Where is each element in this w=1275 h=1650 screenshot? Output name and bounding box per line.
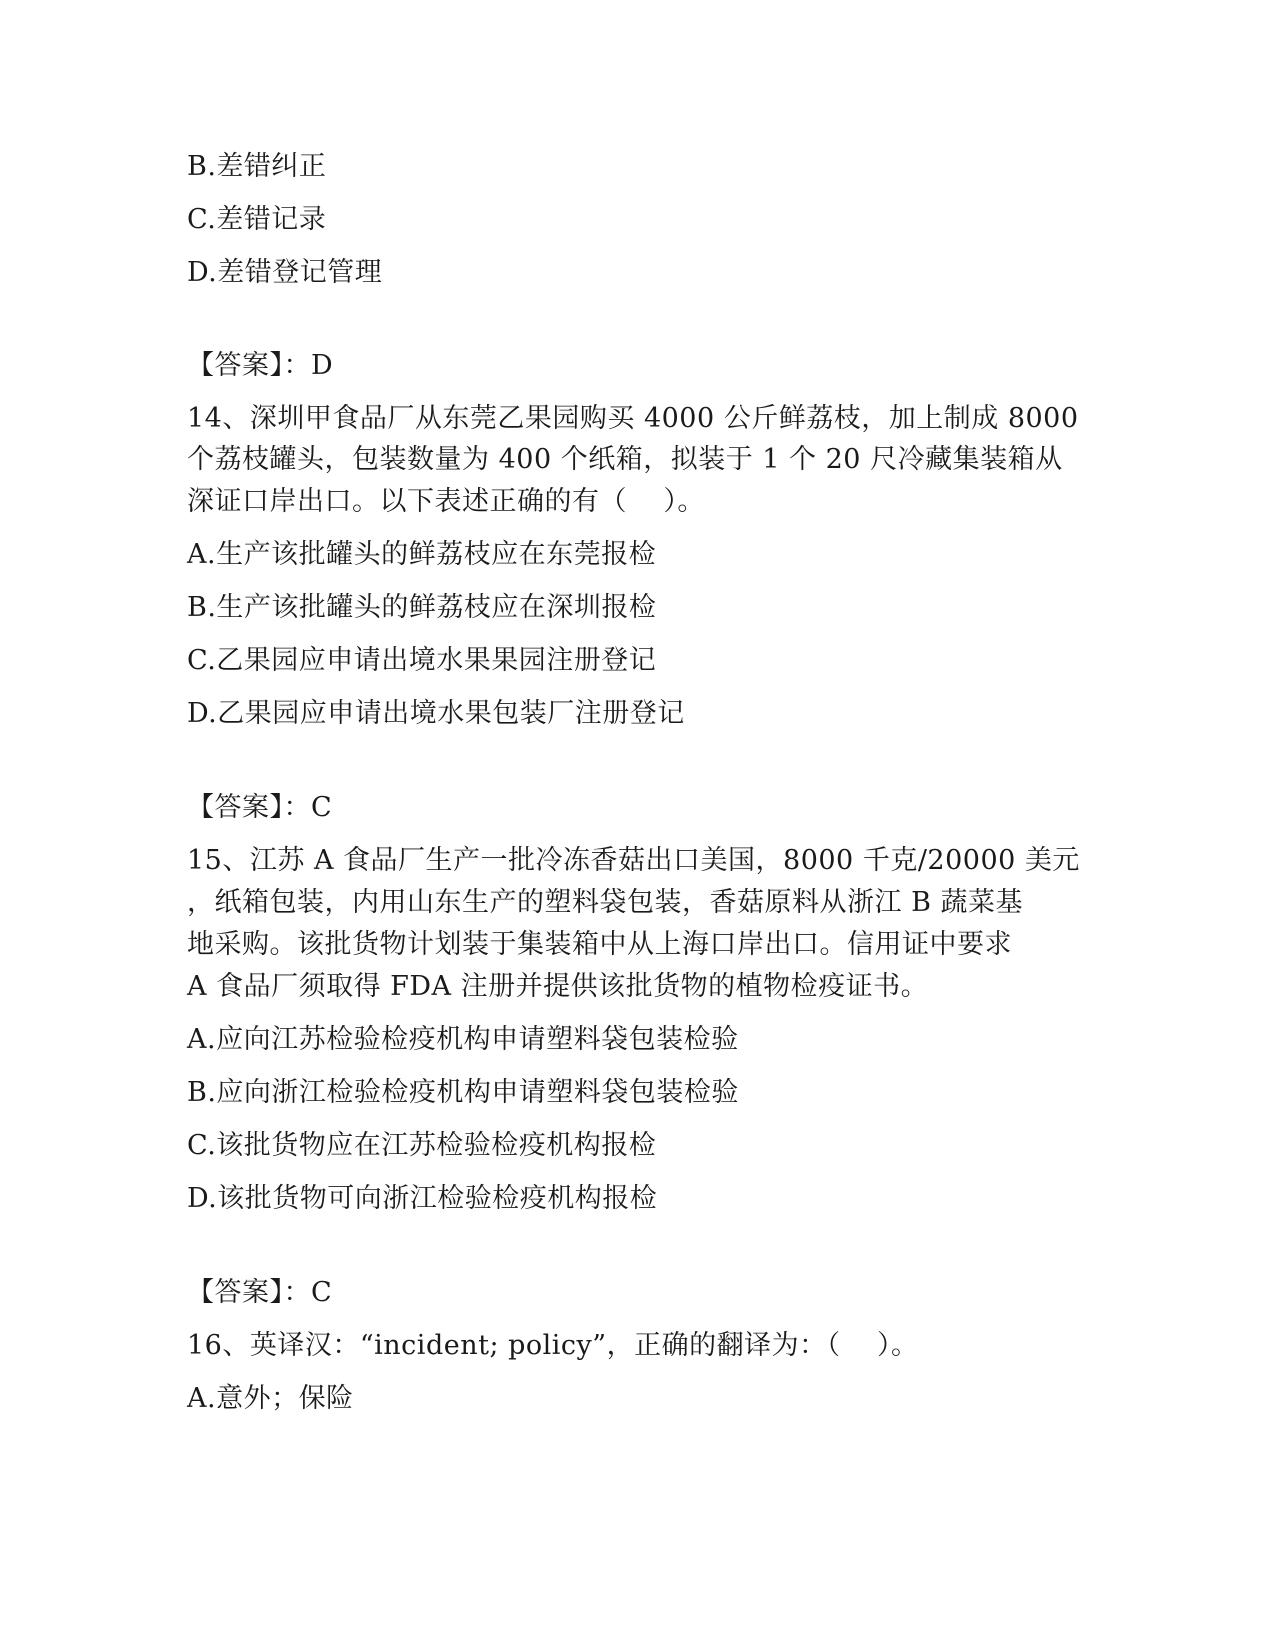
q14-answer: 【答案】：C — [187, 792, 333, 823]
q15-option-a: A.应向江苏检验检疫机构申请塑料袋包装检验 — [187, 1024, 739, 1055]
q13-answer: 【答案】：D — [187, 350, 334, 381]
q13-option-d: D.差错登记管理 — [187, 257, 383, 288]
q14-option-a: A.生产该批罐头的鲜荔枝应在东莞报检 — [187, 539, 657, 570]
q15-option-c: C.该批货物应在江苏检验检疫机构报检 — [187, 1130, 657, 1161]
q14-option-b: B.生产该批罐头的鲜荔枝应在深圳报检 — [187, 592, 657, 623]
q15-stem-line-4: A 食品厂须取得 FDA 注册并提供该批货物的植物检疫证书。 — [187, 971, 929, 1002]
q16-option-a: A.意外；保险 — [187, 1383, 354, 1414]
q15-option-d: D.该批货物可向浙江检验检疫机构报检 — [187, 1183, 658, 1214]
q13-option-c: C.差错记录 — [187, 204, 327, 235]
q15-answer: 【答案】：C — [187, 1277, 333, 1308]
q13-option-b: B.差错纠正 — [187, 151, 327, 182]
q15-option-b: B.应向浙江检验检疫机构申请塑料袋包装检验 — [187, 1077, 739, 1108]
q14-option-c: C.乙果园应申请出境水果果园注册登记 — [187, 645, 657, 676]
q16-stem: 16、英译汉：“incident; policy”，正确的翻译为：（ ）。 — [187, 1330, 919, 1361]
q14-stem-line-1: 14、深圳甲食品厂从东莞乙果园购买 4000 公斤鲜荔枝，加上制成 8000 — [187, 403, 1079, 434]
q14-stem-line-2: 个荔枝罐头，包装数量为 400 个纸箱，拟装于 1 个 20 尺冷藏集装箱从 — [187, 444, 1063, 475]
q14-option-d: D.乙果园应申请出境水果包装厂注册登记 — [187, 698, 685, 729]
q15-stem-line-1: 15、江苏 A 食品厂生产一批冷冻香菇出口美国，8000 千克/20000 美元 — [187, 845, 1080, 876]
q14-stem-line-3: 深证口岸出口。以下表述正确的有（ ）。 — [187, 486, 705, 517]
q15-stem-line-3: 地采购。该批货物计划装于集装箱中从上海口岸出口。信用证中要求 — [187, 929, 1012, 960]
q15-stem-line-2: ，纸箱包装，内用山东生产的塑料袋包装，香菇原料从浙江 B 蔬菜基 — [187, 887, 1024, 918]
